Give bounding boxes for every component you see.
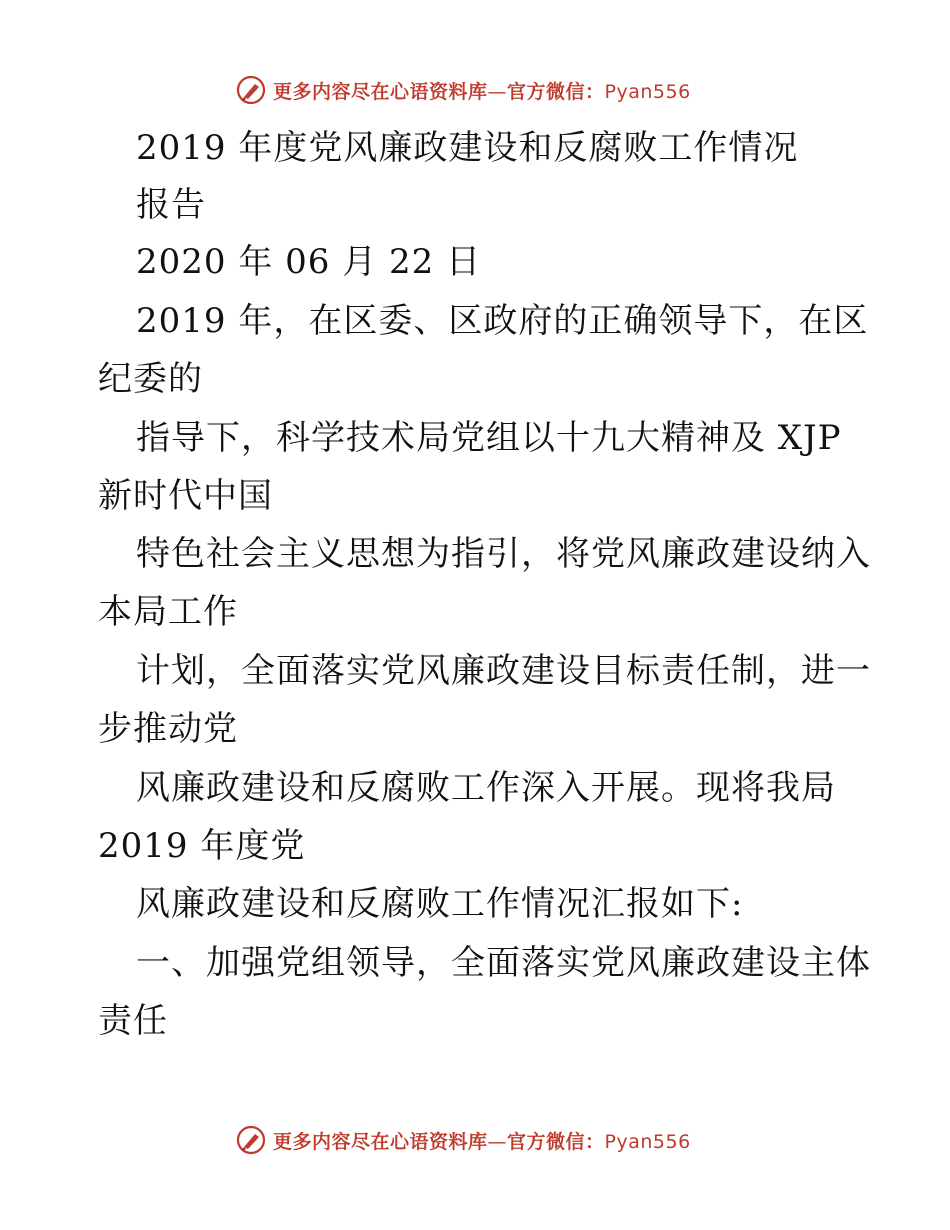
body-line: 2019 年度党 [98, 826, 306, 866]
body-line: 本局工作 [98, 592, 238, 632]
footer-watermark [235, 1122, 691, 1158]
watermark-wechat: 官方微信： [507, 80, 605, 103]
watermark-wechat: 官方微信： [507, 1130, 605, 1153]
watermark-dash: — [487, 1130, 508, 1153]
body-line: 2019 年，在区委、区政府的正确领导下，在区 [136, 301, 869, 341]
watermark-dash: — [487, 80, 508, 103]
section-heading-cont: 责任 [98, 1001, 168, 1041]
document-date: 2020 年 06 月 22 日 [136, 242, 482, 282]
watermark-id: Pyan556 [604, 80, 691, 103]
watermark-text [273, 77, 691, 104]
watermark-main: 更多内容尽在心语资料库 [273, 80, 488, 103]
watermark-main: 更多内容尽在心语资料库 [273, 1130, 488, 1153]
body-line: 步推动党 [98, 709, 238, 749]
pen-nib-icon [235, 1124, 267, 1156]
body-line: 特色社会主义思想为指引，将党风廉政建设纳入 [136, 534, 871, 574]
body-line: 计划，全面落实党风廉政建设目标责任制，进一 [136, 651, 871, 691]
body-line: 纪委的 [98, 359, 203, 399]
body-line: 风廉政建设和反腐败工作深入开展。现将我局 [136, 768, 836, 808]
watermark-text [273, 1127, 691, 1154]
body-line: 新时代中国 [98, 476, 273, 516]
pen-nib-icon [235, 74, 267, 106]
body-line: 风廉政建设和反腐败工作情况汇报如下: [136, 884, 744, 924]
watermark-id: Pyan556 [604, 1130, 691, 1153]
section-heading: 一、加强党组领导，全面落实党风廉政建设主体 [136, 943, 871, 983]
document-title-line-1: 2019 年度党风廉政建设和反腐败工作情况 [136, 128, 799, 168]
body-line: 指导下，科学技术局党组以十九大精神及 XJP [136, 418, 842, 458]
header-watermark [235, 72, 691, 108]
document-title-line-2: 报告 [136, 185, 206, 225]
